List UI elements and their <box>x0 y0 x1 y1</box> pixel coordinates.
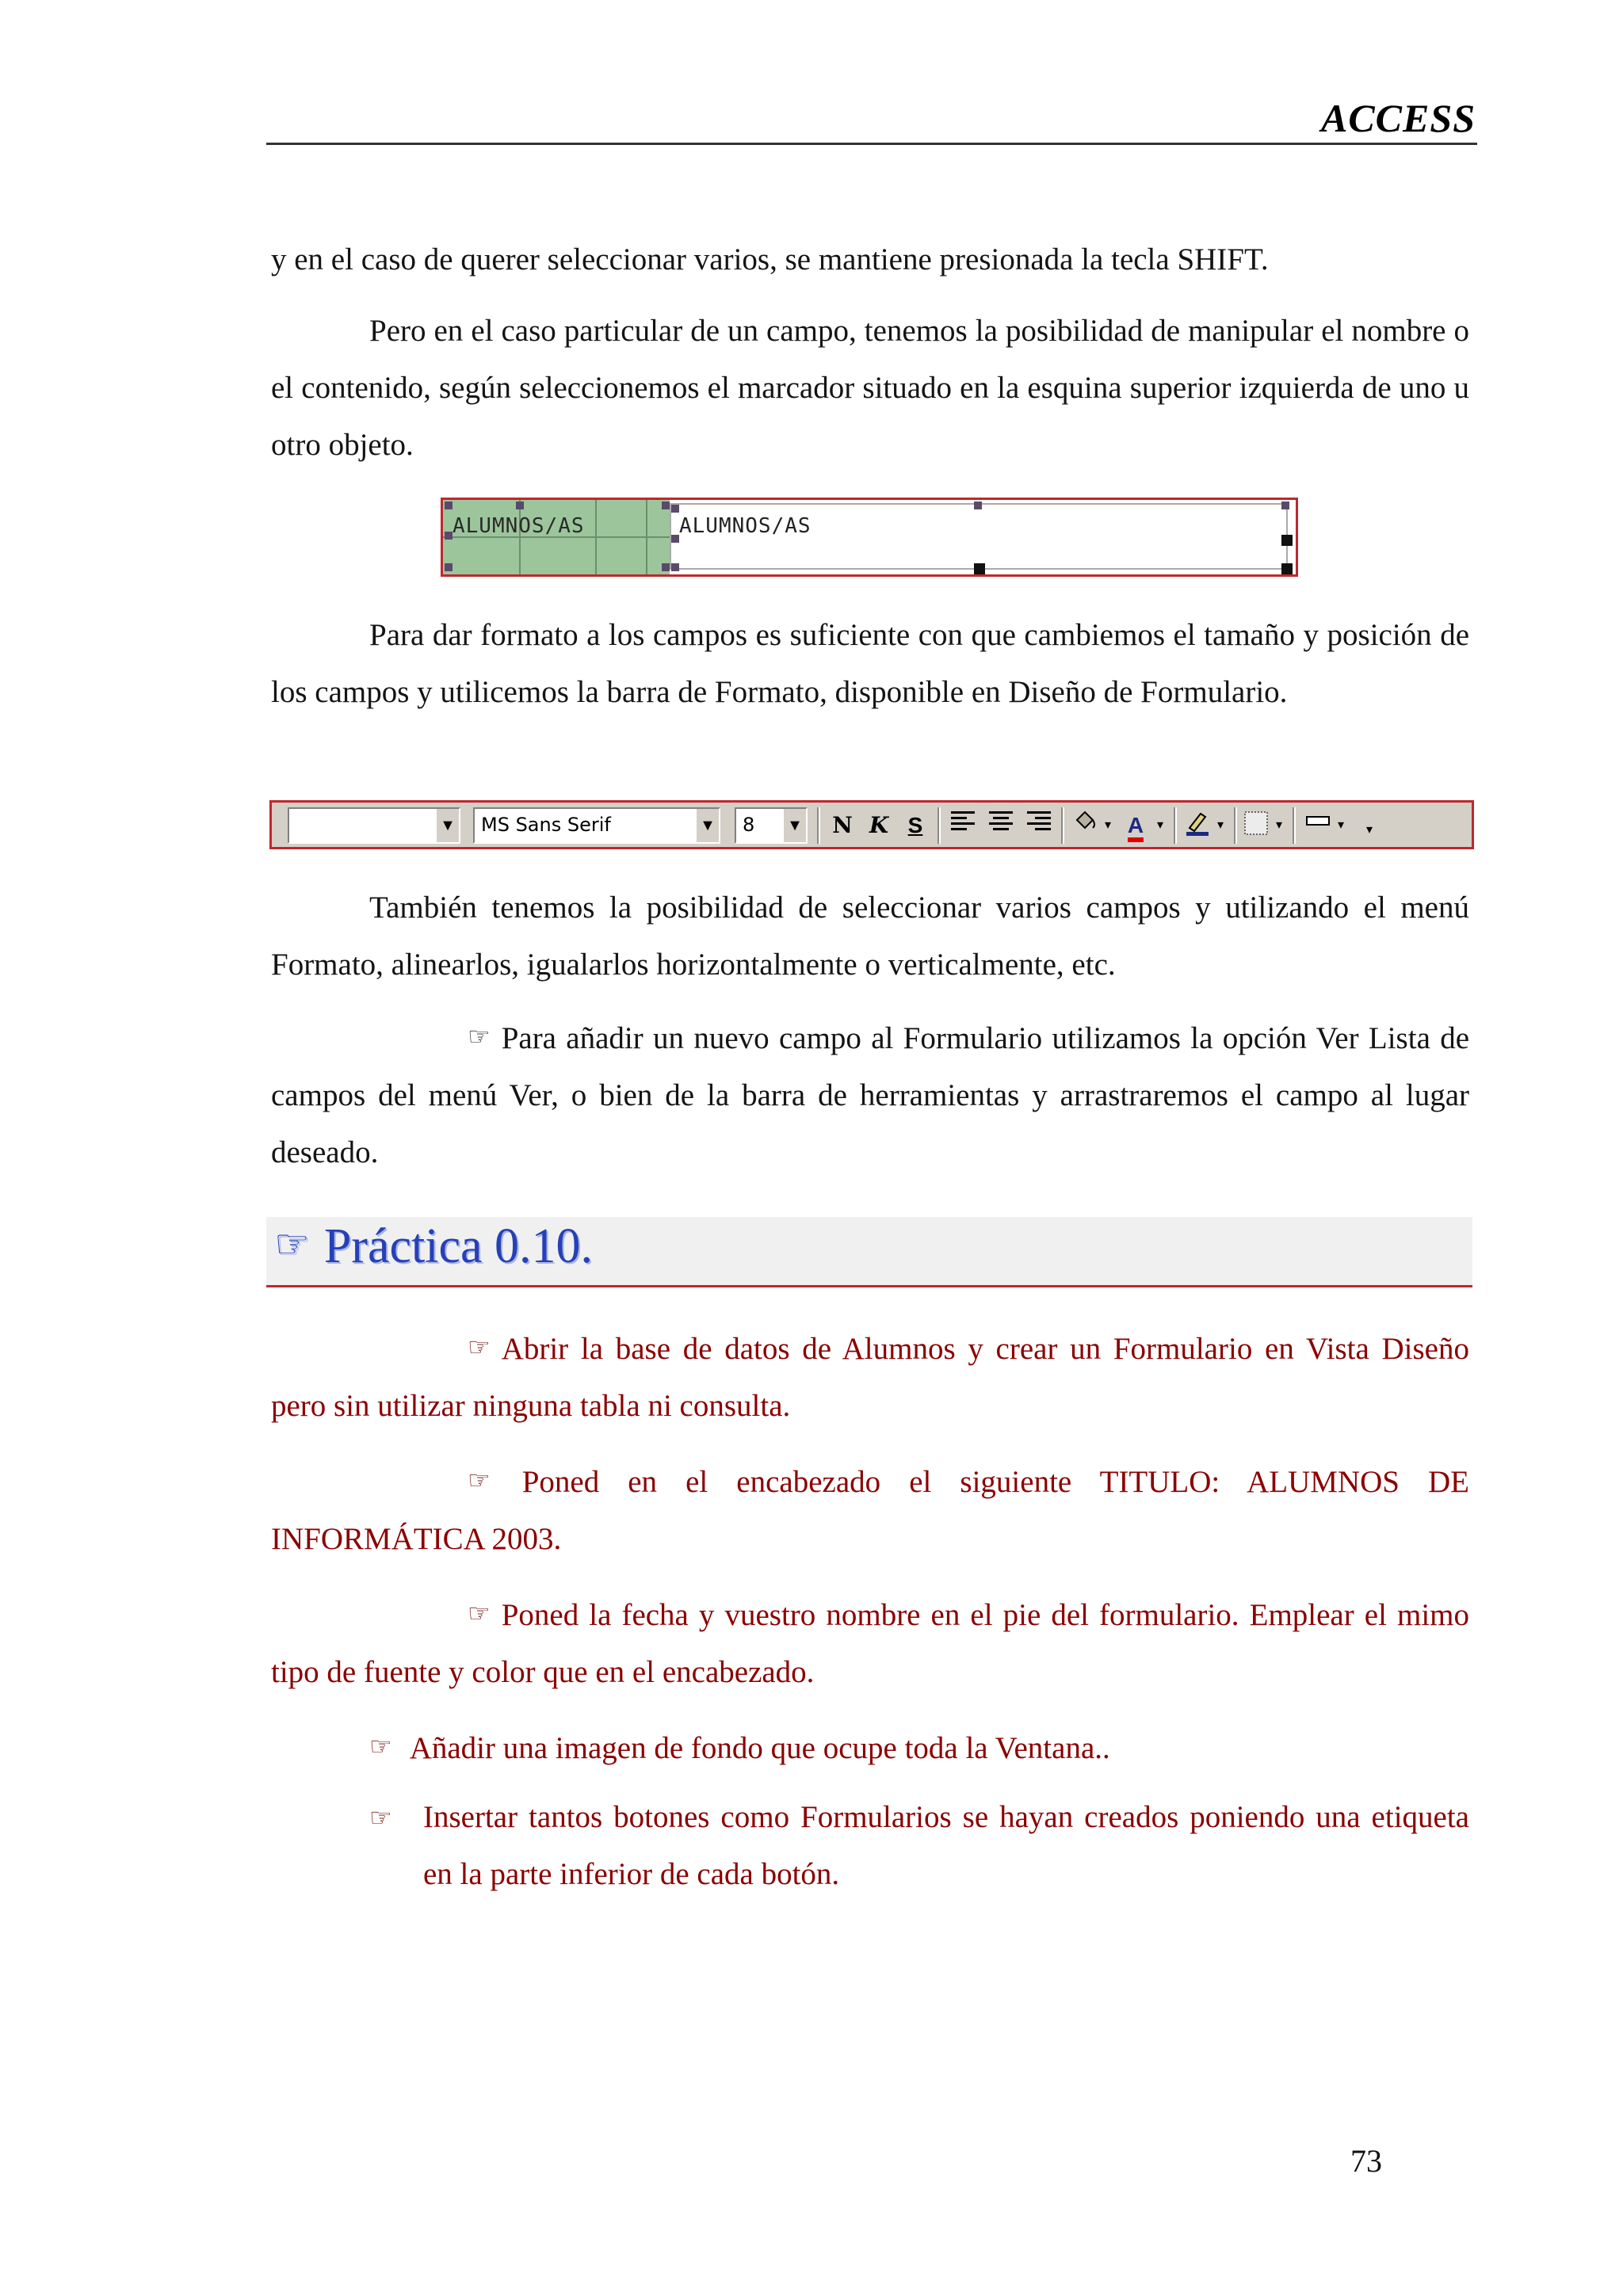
fill-color-dropdown[interactable]: ▾ <box>1104 818 1112 832</box>
paragraph-5 <box>271 1008 1469 1181</box>
pointing-hand-icon: ☞ <box>468 1332 491 1362</box>
paragraph-4: También tenemos la posibilidad de seleccionar varios campos y utilizando el menú Formato, alinearlos, igualarlos horizontalmente o verticalmente, etc. <box>271 891 1469 982</box>
resize-handle <box>974 502 982 509</box>
resize-handle <box>1281 502 1289 509</box>
line-color-icon[interactable] <box>1182 809 1213 842</box>
align-center-icon[interactable] <box>985 809 1017 842</box>
field-value-text: ALUMNOS/AS <box>679 514 812 538</box>
move-handle <box>974 563 985 574</box>
practice-item-text: Poned la fecha y vuestro nombre en el pie del formulario. Emplear el mimo tipo de fuente y color que en el encabezado. <box>271 1598 1469 1689</box>
practice-item-text: Insertar tantos botones como Formularios se hayan creados poniendo una etiqueta en la parte inferior de cada botón. <box>423 1800 1469 1891</box>
font-color-dropdown[interactable]: ▾ <box>1156 818 1164 832</box>
resize-handle <box>445 502 453 509</box>
practice-item <box>271 1451 1469 1568</box>
practice-heading-rule <box>266 1285 1472 1287</box>
toolbar-separator <box>1174 807 1177 844</box>
align-left-icon[interactable] <box>947 809 979 842</box>
special-effect-icon[interactable] <box>1302 809 1334 842</box>
field-label-control <box>443 500 670 574</box>
object-combo[interactable] <box>288 807 460 844</box>
paragraph-5-text: Para añadir un nuevo campo al Formulario utilizamos la opción Ver Lista de campos del menú Ver, o bien de la barra de herramientas y arrastraremos el campo al lugar deseado. <box>271 1021 1469 1169</box>
toolbar-separator <box>1234 807 1237 844</box>
line-color-dropdown[interactable]: ▾ <box>1216 818 1224 832</box>
toolbar-separator <box>1061 807 1064 844</box>
paragraph-2: Pero en el caso particular de un campo, tenemos la posibilidad de manipular el nombre o el contenido, según seleccionemos el marcador situado en la esquina superior izquierda de uno u otro objeto. <box>271 314 1469 462</box>
italic-button[interactable]: K <box>869 812 889 838</box>
resize-handle <box>662 502 670 509</box>
practice-item <box>271 1585 1469 1701</box>
toolbar-separator <box>938 807 941 844</box>
pointing-hand-icon: ☞ <box>369 1802 392 1833</box>
pointing-hand-icon: ☞ <box>369 1731 392 1761</box>
font-size-value: 8 <box>743 814 755 836</box>
special-effect-dropdown[interactable]: ▾ <box>1337 818 1345 832</box>
fill-color-icon[interactable] <box>1069 809 1101 842</box>
align-right-icon[interactable] <box>1023 809 1055 842</box>
line-width-icon[interactable] <box>1240 809 1272 842</box>
practice-item <box>271 1318 1469 1435</box>
format-toolbar <box>269 800 1474 849</box>
move-handle <box>1281 563 1293 574</box>
chevron-down-icon[interactable]: ▼ <box>435 809 459 842</box>
field-label-text: ALUMNOS/AS <box>453 514 585 538</box>
font-name-combo[interactable] <box>473 807 720 844</box>
practice-title-text: Práctica 0.10. <box>323 1219 593 1273</box>
practice-item-text: Abrir la base de datos de Alumnos y crear un Formulario en Vista Diseño pero sin utilizar ninguna tabla ni consulta. <box>271 1332 1469 1423</box>
resize-handle <box>671 535 679 543</box>
bold-button[interactable]: N <box>832 812 853 838</box>
pointing-hand-icon: ☞ <box>468 1465 491 1495</box>
move-handle <box>1281 535 1293 546</box>
toolbar-overflow-icon[interactable]: ▾ <box>1365 823 1373 837</box>
page-number: 73 <box>1350 2143 1382 2179</box>
practice-item-text: Añadir una imagen de fondo que ocupe toda la Ventana.. <box>409 1731 1110 1765</box>
underline-button[interactable]: S <box>907 813 923 837</box>
field-screenshot <box>441 498 1298 577</box>
resize-handle <box>662 563 670 571</box>
pointing-hand-icon: ☞ <box>274 1221 310 1267</box>
pointing-hand-icon: ☞ <box>468 1021 491 1051</box>
pointing-hand-icon: ☞ <box>468 1598 491 1628</box>
resize-handle <box>671 563 679 571</box>
paragraph-3: Para dar formato a los campos es suficiente con que cambiemos el tamaño y posición de los campos y utilicemos la barra de Formato, disponible en Diseño de Formulario. <box>271 618 1469 709</box>
paragraph-1: y en el caso de querer seleccionar varios, se mantiene presionada la tecla SHIFT. <box>271 242 1269 277</box>
font-color-icon[interactable]: A <box>1120 809 1151 842</box>
chevron-down-icon[interactable]: ▼ <box>695 809 719 842</box>
resize-handle <box>516 502 524 509</box>
header-title: ACCESS <box>1320 96 1476 140</box>
toolbar-separator <box>1293 807 1296 844</box>
practice-item-text: Poned en el encabezado el siguiente TITULO: ALUMNOS DE INFORMÁTICA 2003. <box>271 1465 1469 1556</box>
toolbar-separator <box>817 807 820 844</box>
header-rule <box>266 143 1477 145</box>
resize-handle <box>671 505 679 513</box>
line-width-dropdown[interactable]: ▾ <box>1275 818 1283 832</box>
field-value-control <box>670 503 1288 570</box>
font-name-value: MS Sans Serif <box>481 814 611 836</box>
resize-handle <box>445 563 453 571</box>
chevron-down-icon[interactable]: ▼ <box>782 809 806 842</box>
practice-item <box>369 1789 1469 1903</box>
resize-handle <box>445 532 453 540</box>
practice-item <box>369 1718 1469 1777</box>
font-size-combo[interactable] <box>735 807 808 844</box>
practice-title <box>274 1219 593 1275</box>
